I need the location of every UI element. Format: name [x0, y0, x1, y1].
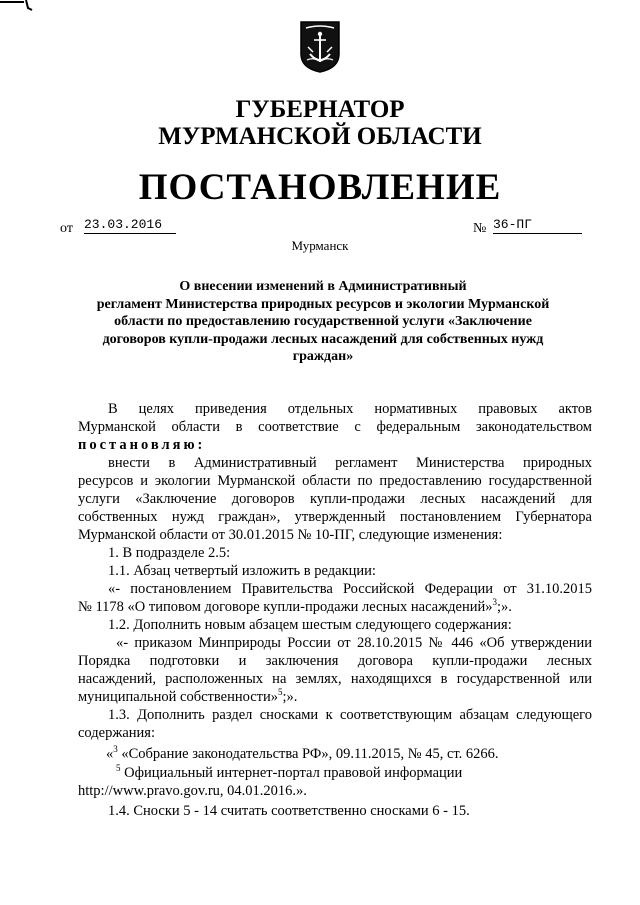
region-title: МУРМАНСКОЙ ОБЛАСТИ	[158, 123, 482, 150]
item-1-3: 1.3. Дополнить раздел сносками к соответствующим абзацам следующего	[108, 707, 592, 723]
quote-line: муниципальной собственности»$^5$;».	[78, 687, 298, 705]
body-line: собственных нужд граждан», утвержденный постановлением Губернатора	[78, 509, 592, 525]
document-subject	[80, 278, 566, 366]
body-line: содержания:	[78, 725, 156, 741]
footnote-5-link: http://www.pravo.gov.ru, 04.01.2016.».	[78, 783, 307, 799]
quote-line: «- постановлением Правительства Российской Федерации от 31.10.2015	[108, 581, 592, 597]
footnote-5: $^5$ Официальный интернет-портал правовой информации	[116, 763, 463, 781]
coat-of-arms-icon	[299, 20, 341, 74]
footnote-ref: 5	[277, 687, 283, 698]
item-1-4: 1.4. Сноски 5 - 14 считать соответственно сносками 6 - 15.	[108, 803, 470, 819]
quote-line: Порядка подготовки и заключения договора купли-продажи лесных	[78, 653, 592, 669]
body-line: В целях приведения отдельных нормативных правовых актов	[108, 401, 592, 417]
city-name: Мурманск	[291, 238, 349, 253]
footnote-3: «$^3$ «Собрание законодательства РФ», 09.11.2015, № 45, ст. 6266.	[106, 744, 499, 762]
number-label: №	[473, 221, 487, 236]
body-line: услуги «Заключение договоров купли-продажи лесных насаждений для	[78, 491, 592, 507]
body-line: внести в Административный регламент Министерства природных	[108, 455, 592, 471]
item-1-2: 1.2. Дополнить новым абзацем шестым следующего содержания:	[108, 617, 512, 633]
date-label: от	[60, 221, 73, 236]
document-number: 36-ПГ	[493, 217, 582, 234]
quote-line: № 1178 «О типовом договоре купли-продажи лесных насаждений»$^3$;».	[78, 597, 512, 615]
quote-line: насаждений, расположенных на землях, находящихся в государственной или	[78, 671, 592, 687]
subject-line: О внесении изменений в Административный	[179, 279, 467, 294]
governor-title: ГУБЕРНАТОР	[235, 96, 405, 123]
subject-line: граждан»	[292, 349, 354, 364]
subject-line: договоров купли-продажи лесных насаждений для собственных нужд	[102, 331, 544, 347]
subject-line: регламент Министерства природных ресурсов и экологии Мурманской	[96, 296, 550, 312]
item-1: 1. В подразделе 2.5:	[108, 545, 231, 561]
document-date: 23.03.2016	[84, 217, 176, 234]
document-type-title: ПОСТАНОВЛЕНИЕ	[138, 167, 502, 208]
subject-line: области по предоставлению государственной услуги «Заключение	[114, 314, 532, 329]
item-1-1: 1.1. Абзац четвертый изложить в редакции:	[108, 563, 376, 579]
decree-word: постановляю:	[78, 437, 206, 453]
footnote-ref: 3	[492, 597, 497, 608]
body-line: Мурманской области от 30.01.2015 № 10-ПГ, следующие изменения:	[78, 527, 503, 543]
body-line: ресурсов и экологии Мурманской области по предоставлению государственной	[78, 473, 592, 489]
quote-line: «- приказом Минприроды России от 28.10.2015 № 446 «Об утверждении	[116, 635, 592, 651]
body-line: Мурманской области в соответствие с федеральным законодательством	[78, 419, 592, 435]
scan-corner-mark	[0, 0, 34, 14]
